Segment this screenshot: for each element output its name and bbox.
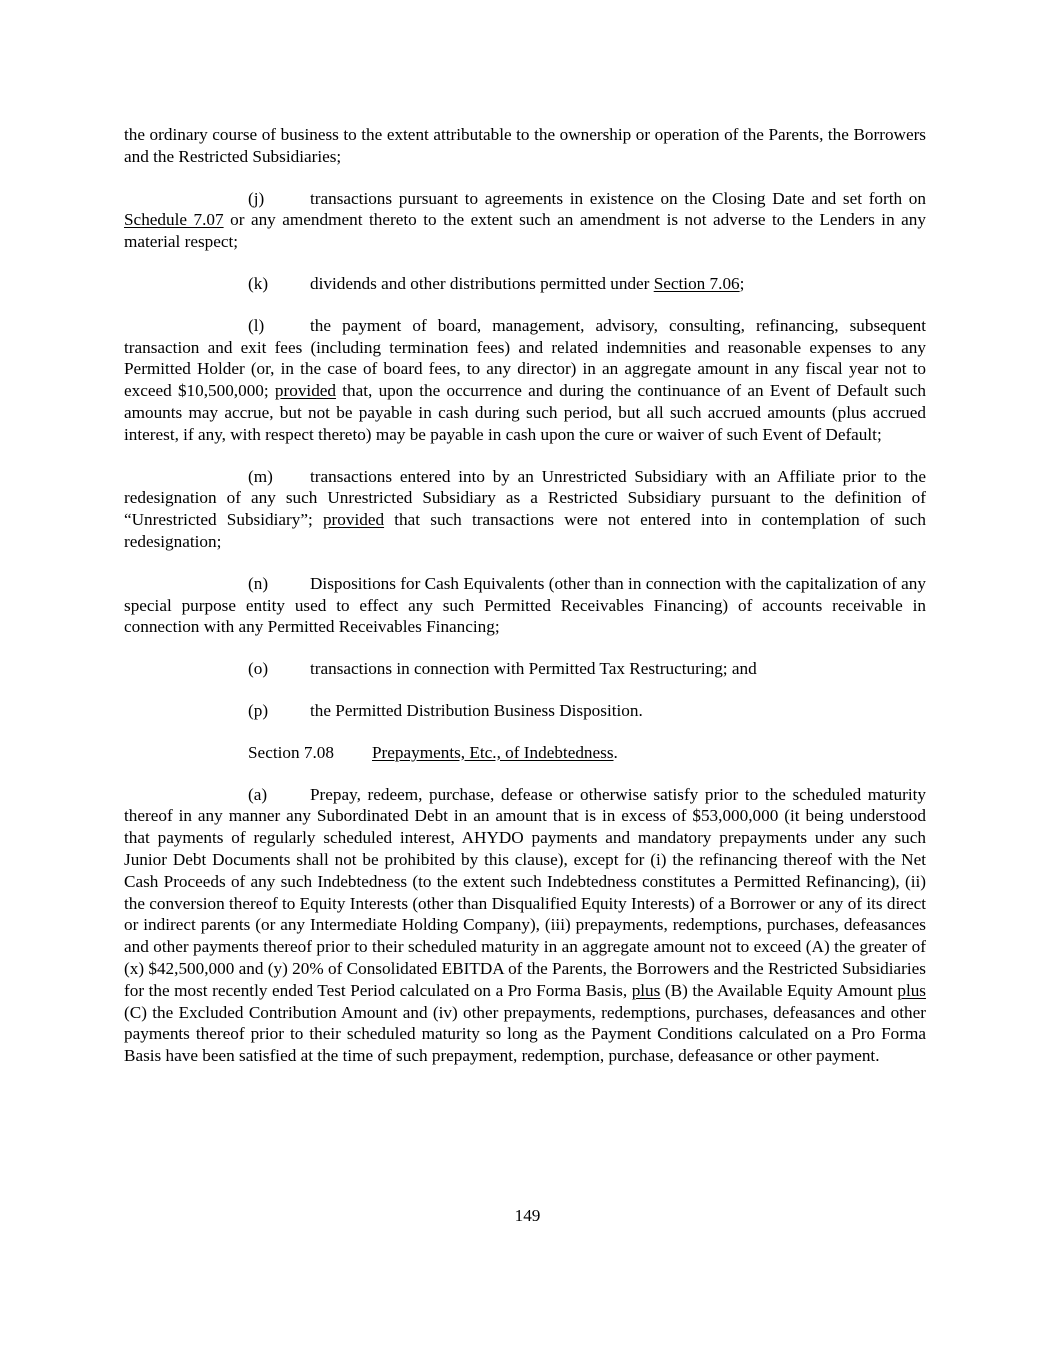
clause-j — [124, 188, 926, 253]
clause-j-text-b: or any amendment thereto to the extent such an amendment is not adverse to the Lenders in any material respect; — [124, 210, 926, 252]
section-number: Section 7.08 — [248, 742, 334, 762]
clause-o-text: transactions in connection with Permitted Tax Restructuring; and — [310, 659, 757, 679]
clause-l-text-a: the payment of board, management, advisory, consulting, refinancing, subsequent transaction and exit fees (including termination fees) and related indemnities and reasonable expenses to any Permitted Holder (or, in the case of board fees, to any director) in an aggregate amount in any fiscal year not to exceed $10,500,000; — [124, 315, 926, 401]
section-title: Prepayments, Etc., of Indebtedness — [372, 742, 614, 762]
clause-k-text-b: ; — [739, 273, 745, 293]
clause-l-label: (l) — [248, 315, 265, 335]
clause-l-provided: provided — [274, 381, 337, 401]
clause-k — [124, 273, 926, 295]
clause-m-provided: provided — [322, 510, 385, 530]
clause-a-text-a: Prepay, redeem, purchase, defease or otherwise satisfy prior to the scheduled maturity thereof in any manner any Subordinated Debt in an amount that is in excess of $53,000,000 (it being understood that payments of regularly scheduled interest, AHYDO payments and mandatory prepayments under any such Junior Debt Documents shall not be prohibited by this clause), except for (i) the refinancing thereof with the Net Cash Proceeds of any such Indebtedness (to the extent such Indebtedness constitutes a Permitted Refinancing), (ii) the conversion thereof to Equity Interests (other than Disqualified Equity Interests) of a Borrower or any of its direct or indirect parents (or any Intermediate Holding Company), (iii) prepayments, redemptions, purchases, defeasances and other payments thereof prior to their scheduled maturity in an aggregate amount not to exceed (A) the greater of (x) $42,500,000 and (y) 20% of Consolidated EBITDA of the Parents, the Borrowers and the Restricted Subsidiaries for the most recently ended Test Period calculated on a Pro Forma Basis, — [124, 784, 926, 1000]
clause-n-label: (n) — [248, 573, 269, 593]
clause-a-plus-2: plus — [897, 980, 926, 1000]
clause-m-label: (m) — [248, 466, 273, 486]
section-title-period: . — [613, 742, 618, 762]
schedule-7-07-link[interactable]: Schedule 7.07 — [124, 210, 224, 230]
clause-p — [124, 700, 926, 722]
clause-m-text-b: that such transactions were not entered into in contemplation of such redesignation; — [124, 510, 926, 551]
clause-n — [124, 573, 926, 638]
clause-j-text-a: transactions pursuant to agreements in existence on the Closing Date and set forth on — [310, 188, 926, 208]
clause-a-label: (a) — [248, 784, 268, 804]
clause-p-label: (p) — [248, 700, 269, 720]
clause-n-text: Dispositions for Cash Equivalents (other than in connection with the capitalization of any special purpose entity used to effect any such Permitted Receivables Financing) of accounts receivable in connection with any Permitted Receivables Financing; — [124, 573, 926, 637]
continuation-paragraph: the ordinary course of business to the extent attributable to the ownership or operation of the Parents, the Borrowers and the Restricted Subsidiaries; — [124, 125, 926, 166]
clause-l — [124, 315, 926, 446]
clause-o-label: (o) — [248, 659, 269, 679]
clause-a-text-c: (C) the Excluded Contribution Amount and (iv) other prepayments, redemptions, purchases, defeasances and other payments thereof prior to their scheduled maturity so long as the Payment Conditions calculated on a Pro Forma Basis have been satisfied at the time of such prepayment, redemption, purchase, defeasance or other payment. — [124, 1002, 926, 1066]
document-body — [124, 124, 926, 1067]
section-7-06-link[interactable]: Section 7.06 — [653, 273, 740, 293]
clause-p-text: the Permitted Distribution Business Disposition. — [310, 700, 643, 720]
clause-a — [124, 784, 926, 1067]
clause-k-label: (k) — [248, 273, 269, 293]
page-number: 149 — [514, 1206, 541, 1225]
clause-m — [124, 466, 926, 553]
clause-a-plus-1: plus — [631, 980, 661, 1000]
clause-j-label: (j) — [248, 188, 265, 208]
section-heading — [124, 742, 926, 764]
clause-k-text-a: dividends and other distributions permitted under — [310, 273, 654, 293]
clause-a-text-b: (B) the Available Equity Amount — [660, 980, 898, 1000]
clause-o — [124, 658, 926, 680]
clause-m-text-a: transactions entered into by an Unrestricted Subsidiary with an Affiliate prior to the redesignation of any such Unrestricted Subsidiary as a Restricted Subsidiary pursuant to the definition of “Unrestricted Subsidiary”; — [124, 466, 926, 530]
clause-l-text-b: that, upon the occurrence and during the continuance of an Event of Default such amounts may accrue, but not be payable in cash during such period, but all such accrued amounts (plus accrued interest, if any, with respect thereto) may be payable in cash upon the cure or waiver of such Event of Default; — [124, 381, 927, 444]
